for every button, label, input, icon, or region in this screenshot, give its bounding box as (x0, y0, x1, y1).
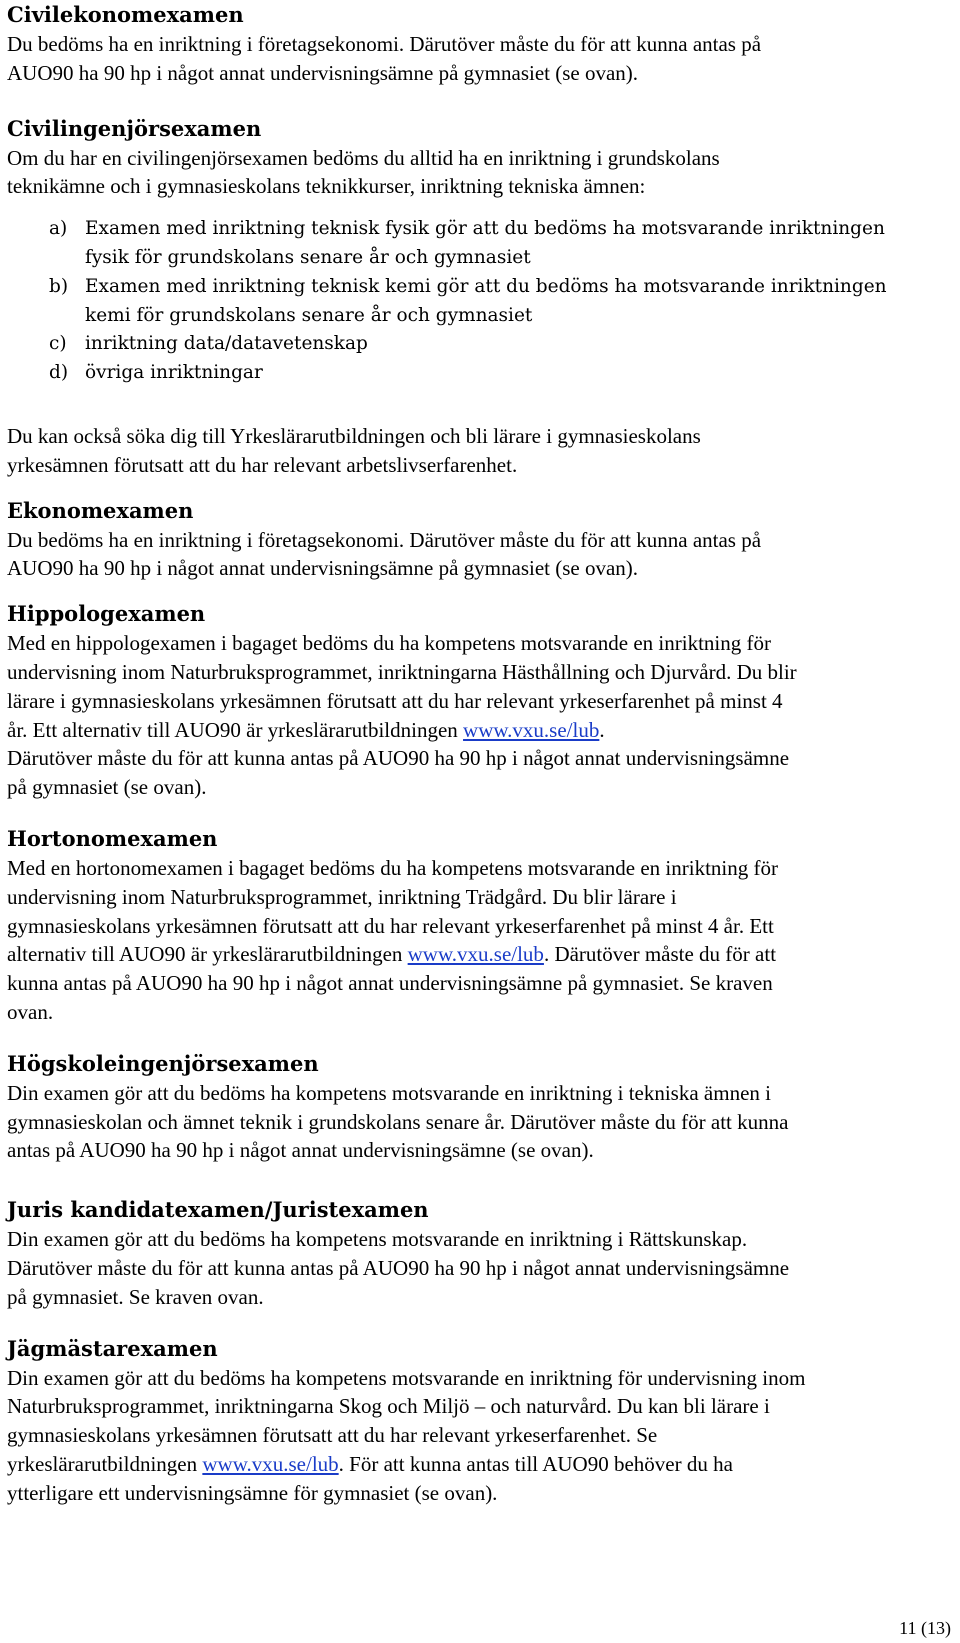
lub-link[interactable]: www.vxu.se/lub (407, 942, 544, 967)
section-ekonom (7, 496, 953, 584)
document-page (7, 0, 953, 1507)
list-item-text: Examen med inriktning teknisk fysik gör att du bedöms ha motsvarande inriktningen (85, 218, 885, 240)
paragraph-line: gymnasieskolan och ämnet teknik i grundskolans senare år. Därutöver måste du för att kunna (7, 1109, 789, 1134)
section-heading: Ekonomexamen (7, 497, 194, 523)
section-jagmastar (7, 1334, 953, 1508)
text-run: yrkeslärarutbildningen (7, 1451, 203, 1476)
text-run: . För att kunna antas till AUO90 behöver du ha (338, 1451, 733, 1476)
paragraph-line: Om du har en civilingenjörsexamen bedöms du alltid ha en inriktning i grundskolans (7, 145, 720, 170)
paragraph-line: Din examen gör att du bedöms ha kompetens motsvarande en inriktning i tekniska ämnen i (7, 1080, 771, 1105)
text-run: år. Ett alternativ till AUO90 är yrkeslärarutbildningen (7, 717, 464, 742)
paragraph-line: ovan. (7, 999, 54, 1024)
section-heading: Juris kandidatexamen/Juristexamen (7, 1197, 429, 1223)
list-item (7, 273, 953, 331)
paragraph-line: AUO90 ha 90 hp i något annat undervisningsämne på gymnasiet (se ovan). (7, 60, 639, 85)
paragraph-line: Din examen gör att du bedöms ha kompetens motsvarande en inriktning för undervisning inom (7, 1365, 806, 1390)
paragraph-line: Din examen gör att du bedöms ha kompetens motsvarande en inriktning i Rättskunskap. (7, 1227, 748, 1252)
list-marker: c) (49, 333, 67, 355)
section-hogskoleingenjor (7, 1049, 953, 1165)
paragraph-line: antas på AUO90 ha 90 hp i något annat undervisningsämne (se ovan). (7, 1138, 594, 1163)
section-heading: Hippologexamen (7, 601, 206, 627)
paragraph-line: Naturbruksprogrammet, inriktningarna Skog och Miljö – och naturvård. Du kan bli lärare i (7, 1394, 770, 1419)
paragraph-line (7, 1450, 953, 1479)
paragraph-line: Med en hortonomexamen i bagaget bedöms du ha kompetens motsvarande en inriktning för (7, 855, 778, 880)
section-heading: Hortonomexamen (7, 825, 218, 851)
list-item (7, 215, 953, 273)
paragraph-line: undervisning inom Naturbruksprogrammet, inriktning Trädgård. Du blir lärare i (7, 884, 677, 909)
paragraph-line: Du kan också söka dig till Yrkeslärarutbildningen och bli lärare i gymnasieskolans (7, 423, 701, 448)
paragraph-line: Med en hippologexamen i bagaget bedöms du ha kompetens motsvarande en inriktning för (7, 631, 771, 656)
list-item-text: Examen med inriktning teknisk kemi gör att du bedöms ha motsvarande inriktningen (85, 275, 887, 297)
paragraph-line (7, 940, 953, 969)
paragraph-line: på gymnasiet (se ovan). (7, 775, 207, 800)
section-heading: Jägmästarexamen (7, 1335, 218, 1361)
paragraph-line: Du bedöms ha en inriktning i företagsekonomi. Därutöver måste du för att kunna antas på (7, 32, 762, 56)
paragraph-line: ytterligare ett undervisningsämne för gymnasiet (se ovan). (7, 1480, 498, 1505)
section-heading: Civilingenjörsexamen (7, 115, 262, 141)
list-item (7, 359, 953, 388)
paragraph-line: teknikämne och i gymnasieskolans teknikkurser, inriktning tekniska ämnen: (7, 174, 646, 199)
section-hortonom (7, 824, 953, 1027)
paragraph-line (7, 716, 953, 745)
list-item-text: inriktning data/datavetenskap (85, 333, 368, 355)
section-juris (7, 1195, 953, 1311)
list-item-text: fysik för grundskolans senare år och gymnasiet (85, 246, 531, 268)
paragraph-line: Du bedöms ha en inriktning i företagsekonomi. Därutöver måste du för att kunna antas på (7, 527, 762, 552)
lub-link[interactable]: www.vxu.se/lub (463, 717, 600, 742)
lub-link[interactable]: www.vxu.se/lub (202, 1451, 339, 1476)
list-item-text: kemi för grundskolans senare år och gymnasiet (85, 304, 533, 326)
paragraph-line: gymnasieskolans yrkesämnen förutsatt att du har relevant yrkeserfarenhet. Se (7, 1423, 658, 1448)
paragraph-line: gymnasieskolans yrkesämnen förutsatt att du har relevant yrkeserfarenhet på minst 4 år. Ett (7, 913, 774, 938)
list-item-text: övriga inriktningar (85, 362, 263, 384)
list-item (7, 330, 953, 359)
list-marker: a) (49, 218, 68, 240)
paragraph-line: yrkesämnen förutsatt att du har relevant arbetslivserfarenhet. (7, 452, 518, 477)
text-run: alternativ till AUO90 är yrkeslärarutbildningen (7, 942, 408, 967)
section-heading: Civilekonomexamen (7, 2, 244, 27)
text-run: . Därutöver måste du för att (543, 942, 777, 967)
paragraph-line: undervisning inom Naturbruksprogrammet, inriktningarna Hästhållning och Djurvård. Du blir (7, 659, 797, 684)
paragraph-line: AUO90 ha 90 hp i något annat undervisningsämne på gymnasiet (se ovan). (7, 556, 639, 581)
paragraph-line: kunna antas på AUO90 ha 90 hp i något annat undervisningsämne på gymnasiet. Se kraven (7, 971, 773, 996)
paragraph-line: lärare i gymnasieskolans yrkesämnen förutsatt att du har relevant yrkeserfarenhet på minst 4 (7, 688, 783, 713)
section-civilingenjor (7, 114, 953, 480)
list-marker: d) (49, 362, 69, 384)
section-hippolog (7, 599, 953, 802)
text-run: . (599, 717, 605, 742)
paragraph-line: på gymnasiet. Se kraven ovan. (7, 1284, 264, 1309)
paragraph-line: Därutöver måste du för att kunna antas på AUO90 ha 90 hp i något annat undervisningsämne (7, 1255, 790, 1280)
list-marker: b) (49, 275, 69, 297)
page-number: 11 (13) (899, 1618, 951, 1638)
section-civilekonom (7, 0, 953, 88)
section-heading: Högskoleingenjörsexamen (7, 1050, 319, 1076)
inriktning-list (7, 215, 953, 388)
paragraph-line: Därutöver måste du för att kunna antas på AUO90 ha 90 hp i något annat undervisningsämne (7, 746, 790, 771)
